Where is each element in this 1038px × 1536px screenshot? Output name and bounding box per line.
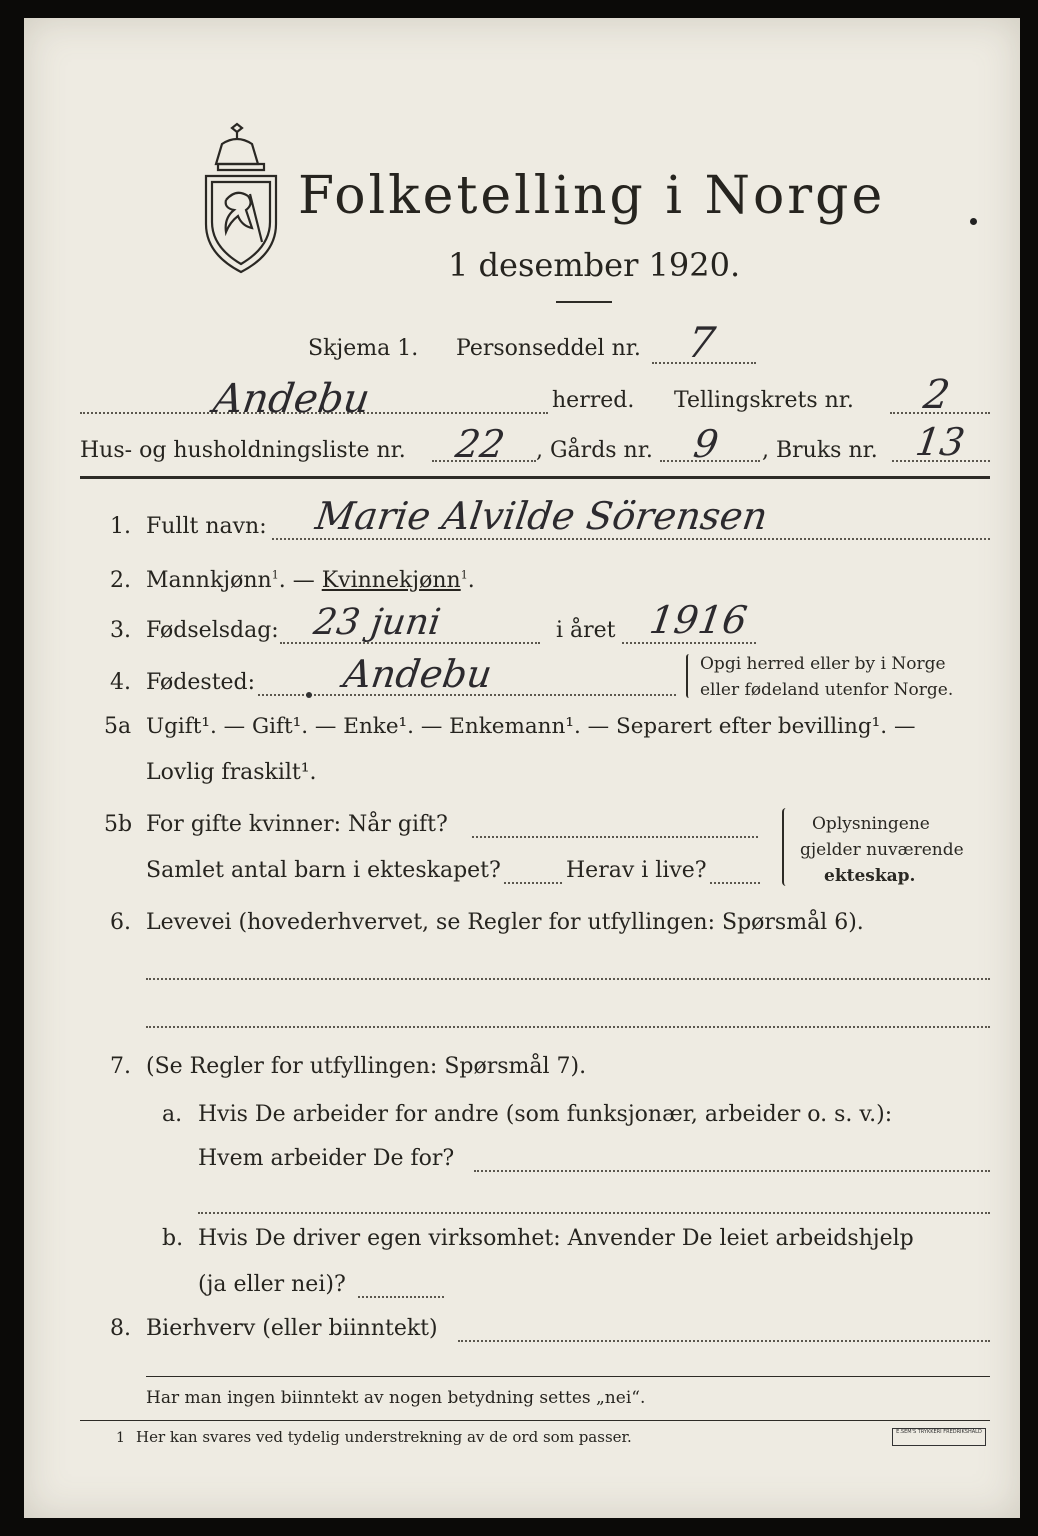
husholdningsliste-value[interactable]: 22 [452,422,508,466]
q4-number: 4. [110,670,131,695]
q2-sex-options: Mannkjønn$^1$. — Kvinnekjønn$^1$. [146,568,475,593]
q3-year-value[interactable]: 1916 [646,598,750,642]
footnote-marker: 1 [116,1430,125,1446]
q1-label: Fullt navn: [146,514,267,539]
q5a-number: 5a [104,714,132,739]
gards-label: , Gårds nr. [536,438,653,463]
q5b-children-label: Samlet antal barn i ekteskapet? [146,858,501,883]
q2-kvinne-option[interactable]: Kvinnekjønn [321,568,461,593]
q1-number: 1. [110,514,131,539]
q5b-alive-label: Herav i live? [566,858,707,883]
bruks-label: , Bruks nr. [762,438,878,463]
skjema-label: Skjema 1. [308,336,419,361]
q7a-field-line2 [198,1212,990,1214]
q7b-field-line [358,1296,444,1298]
q6-label: Levevei (hovederhvervet, se Regler for utfyllingen: Spørsmål 6). [146,910,864,935]
q5b-children-field-line [504,882,562,884]
q7b-letter: b. [162,1226,184,1251]
q1-full-name-value[interactable]: Marie Alvilde Sörensen [312,494,771,538]
q6-field-line1 [146,978,990,980]
bruks-value[interactable]: 13 [912,420,968,464]
q5b-note-brace [782,808,790,886]
q7a-field-line1 [474,1170,990,1172]
q7-label: (Se Regler for utfyllingen: Spørsmål 7). [146,1054,587,1079]
q5a-marital-options[interactable]: Ugift¹. — Gift¹. — Enke¹. — Enkemann¹. — Separert efter bevilling¹. — [146,714,916,739]
printer-stamp: E.SEM'S TRYKKERI FREDRIKSHALD [892,1428,986,1446]
q7a-line2: Hvem arbeider De for? [198,1146,455,1171]
q4-note-line1: Opgi herred eller by i Norge [700,654,946,674]
herred-label: herred. [552,388,635,413]
q5b-note-line3: ekteskap. [824,866,916,886]
q7a-letter: a. [162,1102,183,1127]
ink-dot [970,218,977,225]
tellingskrets-label: Tellingskrets nr. [674,388,854,413]
q3-number: 3. [110,618,131,643]
q2-number: 2. [110,568,131,593]
q5b-married-field-line [472,836,758,838]
q5b-line1: For gifte kvinner: Når gift? [146,812,448,837]
q4-label: Fødested: [146,670,256,695]
q3-birthday-value[interactable]: 23 juni [311,602,444,643]
q3-label: Fødselsdag: [146,618,279,643]
title-divider [556,301,612,303]
q4-note-line2: eller fødeland utenfor Norge. [700,680,954,700]
ink-dot [306,692,312,698]
gards-value[interactable]: 9 [690,422,722,466]
form-title: Folketelling i Norge [298,166,886,226]
q3-year-field-line [622,642,756,644]
herred-value[interactable]: Andebu [210,376,373,422]
q4-birthplace-value[interactable]: Andebu [340,652,495,696]
q8-field-line [458,1340,990,1342]
q6-field-line2 [146,1026,990,1028]
q4-note-brace [686,654,692,698]
q7a-line1: Hvis De arbeider for andre (som funksjonær, arbeider o. s. v.): [198,1102,893,1127]
q2-mann-option[interactable]: Mannkjønn [146,568,272,593]
tellingskrets-value[interactable]: 2 [920,372,953,418]
footnote-text: Her kan svares ved tydelig understrekning av de ord som passer. [136,1428,632,1446]
coat-of-arms-icon [196,122,286,274]
footnote-rule [80,1420,990,1421]
q8-number: 8. [110,1316,131,1341]
no-income-note: Har man ingen biinntekt av nogen betydning settes „nei“. [146,1388,646,1408]
q2-dash: — [292,568,315,593]
q5a-line2[interactable]: Lovlig fraskilt¹. [146,760,317,785]
q7b-line1: Hvis De driver egen virksomhet: Anvender De leiet arbeidshjelp [198,1226,914,1251]
q8-label: Bierhverv (eller biinntekt) [146,1316,438,1341]
husholdningsliste-label: Hus- og husholdningsliste nr. [80,438,406,463]
q6-number: 6. [110,910,131,935]
bottom-rule [146,1376,990,1377]
q7-number: 7. [110,1054,131,1079]
personseddel-label: Personseddel nr. [456,336,641,361]
q5b-alive-field-line [710,882,760,884]
q5b-note-line2: gjelder nuværende [800,840,964,860]
q7b-line2: (ja eller nei)? [198,1272,346,1297]
q3-year-label: i året [556,618,616,643]
q5b-note-line1: Oplysningene [812,814,930,834]
census-date: 1 desember 1920. [448,246,741,284]
header-divider [80,476,990,479]
q1-field-line [272,538,990,540]
personseddel-value[interactable]: 7 [684,318,719,367]
q5b-number: 5b [104,812,133,837]
census-form-sheet [24,18,1020,1518]
